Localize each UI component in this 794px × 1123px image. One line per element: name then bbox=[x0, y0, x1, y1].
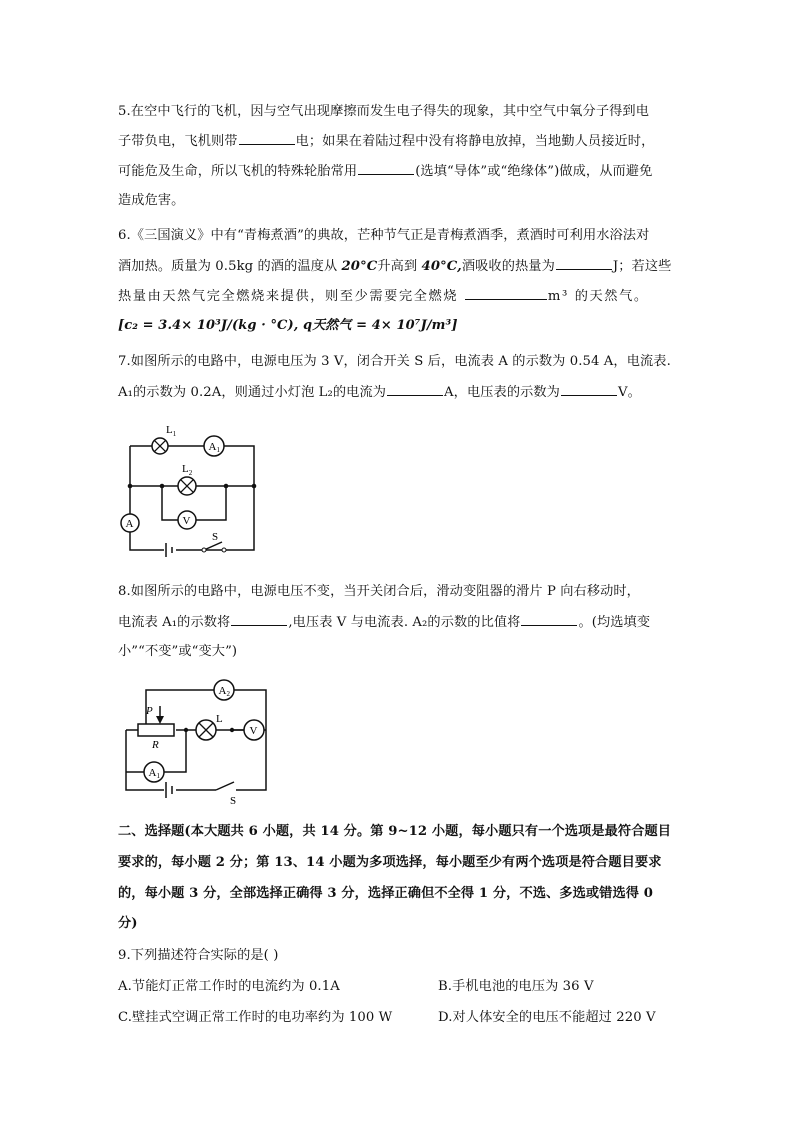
q6-formula: [c₂ = 3.4× 10³J/(kg · °C), q天然气 = 4× 10⁷J/m³] bbox=[118, 318, 458, 333]
label-a: A bbox=[125, 518, 134, 530]
label-v: V bbox=[249, 725, 258, 737]
answer-blank[interactable] bbox=[561, 382, 617, 396]
q5-text: 子带负电，飞机则带 bbox=[118, 134, 238, 149]
q5-line-1: 5.在空中飞行的飞机，因与空气出现摩擦而发生电子得失的现象，其中空气中氧分子得到电 bbox=[118, 104, 649, 119]
answer-blank[interactable] bbox=[358, 161, 414, 175]
section2-line-2: 要求的，每小题 2 分；第 13、14 小题为多项选择，每小题至少有两个选项是符合题目要求 bbox=[118, 855, 662, 870]
temp-start: 20°C bbox=[341, 259, 378, 274]
q6-text: 热量由天然气完全燃烧来提供，则至少需要完全燃烧 bbox=[118, 289, 459, 304]
lamp-l2-icon bbox=[178, 477, 196, 495]
q9-stem: 9.下列描述符合实际的是( ) bbox=[118, 948, 279, 963]
q7-line-1: 7.如图所示的电路中，电源电压为 3 V，闭合开关 S 后，电流表 A 的示数为 0.54 A，电流表. bbox=[118, 354, 671, 369]
q6-line-3 bbox=[118, 286, 649, 307]
lamp-l1-icon bbox=[152, 438, 168, 454]
label-p: P bbox=[146, 705, 153, 717]
q8-text: 。(均选填变 bbox=[578, 615, 651, 630]
voltmeter-icon bbox=[178, 511, 196, 529]
q7-text: A，电压表的示数为 bbox=[444, 385, 560, 400]
q7-circuit-diagram bbox=[118, 418, 268, 558]
q5-line-2 bbox=[118, 131, 654, 152]
ammeter-a2-icon bbox=[214, 680, 234, 700]
q8-line-3: 小”“不变”或“变大”) bbox=[118, 644, 238, 659]
label-a1-sub: 1 bbox=[156, 772, 160, 780]
q7-text: V。 bbox=[617, 385, 641, 400]
q8-text: 电流表 A₁的示数将 bbox=[118, 615, 231, 630]
answer-blank[interactable] bbox=[387, 382, 443, 396]
q9-option-a[interactable]: A.节能灯正常工作时的电流约为 0.1A bbox=[118, 979, 340, 994]
q6-text: 酒加热。质量为 0.5kg 的酒的温度从 bbox=[118, 259, 338, 274]
q9-option-b[interactable]: B.手机电池的电压为 36 V bbox=[438, 979, 594, 994]
q9-option-c[interactable]: C.壁挂式空调正常工作时的电功率约为 100 W bbox=[118, 1010, 393, 1025]
answer-blank[interactable] bbox=[521, 612, 577, 626]
q8-circuit-diagram bbox=[118, 676, 278, 808]
label-a2: A bbox=[218, 685, 227, 697]
ammeter-a1-icon bbox=[204, 436, 224, 456]
q6-text: 升高到 bbox=[377, 259, 418, 274]
slider-arrow-icon bbox=[156, 716, 164, 724]
label-a1: A1 bbox=[208, 441, 220, 454]
q6-line-2 bbox=[118, 256, 671, 277]
ammeter-a1-icon bbox=[144, 762, 164, 782]
section2-line-4: 分) bbox=[118, 916, 138, 931]
label-l2: $L_2$ bbox=[182, 463, 193, 477]
answer-blank[interactable] bbox=[231, 612, 287, 626]
q5-text: 电；如果在着陆过程中没有将静电放掉，当地勤人员接近时， bbox=[295, 134, 655, 149]
q6-text: 酒吸收的热量为 bbox=[461, 259, 555, 274]
label-s: S bbox=[212, 531, 219, 543]
label-a2-sub: 2 bbox=[226, 690, 230, 698]
rheostat-icon bbox=[138, 724, 174, 736]
section2-line-1: 二、选择题(本大题共 6 小题，共 14 分。第 9~12 小题，每小题只有一个选项是最符合题目 bbox=[118, 824, 672, 839]
label-r: R bbox=[152, 739, 159, 751]
q5-line-4: 造成危害。 bbox=[118, 193, 185, 208]
voltmeter-icon bbox=[244, 720, 264, 740]
lamp-l-icon bbox=[196, 720, 216, 740]
q6-text: m³ 的天然气。 bbox=[547, 289, 649, 304]
answer-blank[interactable] bbox=[556, 256, 612, 270]
answer-blank[interactable] bbox=[465, 286, 547, 300]
temp-end: 40°C, bbox=[421, 259, 462, 274]
q6-line-1: 6.《三国演义》中有“青梅煮酒”的典故，芒种节气正是青梅煮酒季，煮酒时可利用水浴法对 bbox=[118, 228, 650, 243]
ammeter-a-icon bbox=[121, 514, 139, 532]
answer-blank[interactable] bbox=[239, 131, 295, 145]
label-l: L bbox=[216, 713, 223, 725]
label-l1: $L_1$ bbox=[166, 424, 177, 438]
q5-text: 可能危及生命，所以飞机的特殊轮胎常用 bbox=[118, 164, 358, 179]
q8-text: ,电压表 V 与电流表. A₂的示数的比值将 bbox=[288, 615, 521, 630]
q5-text: (选填“导体”或“绝缘体”)做成，从而避免 bbox=[415, 164, 653, 179]
q5-line-3 bbox=[118, 161, 652, 182]
q7-line-2 bbox=[118, 382, 641, 403]
q6-text: J；若这些 bbox=[612, 259, 672, 274]
label-a1: A bbox=[148, 767, 157, 779]
q8-line-2 bbox=[118, 612, 650, 633]
q8-line-1: 8.如图所示的电路中，电源电压不变，当开关闭合后，滑动变阻器的滑片 P 向右移动时， bbox=[118, 584, 640, 599]
section2-line-3: 的，每小题 3 分，全部选择正确得 3 分，选择正确但不全得 1 分，不选、多选或错选得 0 bbox=[118, 886, 654, 901]
q9-option-d[interactable]: D.对人体安全的电压不能超过 220 V bbox=[438, 1010, 656, 1025]
q7-text: A₁的示数为 0.2A，则通过小灯泡 L₂的电流为 bbox=[118, 385, 387, 400]
label-s: S bbox=[230, 795, 237, 807]
label-v: V bbox=[182, 515, 191, 527]
